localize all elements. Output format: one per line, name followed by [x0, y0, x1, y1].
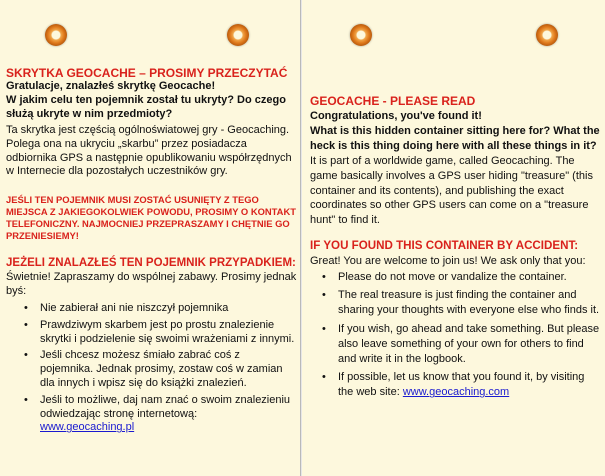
list-item: • Jeśli to możliwe, daj nam znać o swoim znalezieniu odwiedzając stronę internetową: www.geocaching.pl [0, 394, 296, 435]
polish-warning: JEŚLI TEN POJEMNIK MUSI ZOSTAĆ USUNIĘTY Z TEGO MIEJSCA Z JAKIEGOKOLWIEK POWODU, PROSIMY O KONTAKT TELEFONICZNY. NAJMOCNIEJ PRZEPRASZAMY I CHĘTNIE GO PRZENIESIEMY! [6, 194, 296, 241]
list-item: • If you wish, go ahead and take something. But please also leave something of your own for others to find and write it in the logbook. [302, 322, 600, 368]
english-notice-panel [302, 0, 605, 476]
polish-question: W jakim celu ten pojemnik został tu ukryty? Do czego służą ukryte w nim przedmioty? [6, 94, 286, 120]
grommet-hole-icon [45, 24, 67, 46]
grommet-hole-icon [536, 24, 558, 46]
english-title: GEOCACHE - PLEASE READ [310, 94, 476, 108]
list-item: • Jeśli chcesz możesz śmiało zabrać coś z pojemnika. Jednak prosimy, zostaw coś w zamian dla innych i wpisz się do książki znalezień. [0, 349, 296, 390]
polish-title: SKRYTKA GEOCACHE – PROSIMY PRZECZYTAĆ [6, 66, 288, 80]
english-greeting: Congratulations, you've found it! [310, 110, 482, 122]
english-found-intro: Great! You are welcome to join us! We ask only that you: [310, 255, 586, 267]
english-question: What is this hidden container sitting here for? What the heck is this thing doing here with all these things in it? [310, 125, 600, 152]
english-found-heading: IF YOU FOUND THIS CONTAINER BY ACCIDENT: [310, 239, 579, 252]
list-item: • The real treasure is just finding the container and sharing your thoughts with everyone else who finds it. [302, 288, 600, 318]
polish-greeting: Gratulacje, znalazłeś skrytkę Geocache! [6, 80, 216, 92]
polish-notice-panel [0, 0, 301, 476]
list-item: • Nie zabierał ani nie niszczył pojemnika [0, 302, 296, 316]
grommet-hole-icon [227, 24, 249, 46]
english-intro: It is part of a worldwide game, called Geocaching. The game basically involves a GPS user hiding "treasure" (this container and its contents), and publishing the exact coordinates so other GPS users can come on a "treasure hunt" to find it. [310, 155, 593, 227]
polish-intro: Ta skrytka jest częścią ogólnoświatowej gry - Geocaching. Polega ona na ukryciu „skarbu” przez posiadacza odbiornika GPS a następnie opublikowaniu współrzędnych w Internecie dla pozostałych uczestników gry. [6, 124, 292, 178]
polish-found-heading: JEŻELI ZNALAZŁEŚ TEN POJEMNIK PRZYPADKIEM: [6, 257, 296, 269]
geocaching-com-link[interactable]: www.geocaching.com [402, 386, 510, 399]
polish-instructions-list [0, 302, 296, 438]
geocaching-pl-link[interactable]: www.geocaching.pl [40, 421, 135, 434]
list-item: • If possible, let us know that you found it, by visiting the web site: www.geocaching.com [302, 370, 600, 400]
polish-found-intro: Świetnie! Zapraszamy do wspólnej zabawy. Prosimy jednak byś: [6, 271, 297, 297]
grommet-hole-icon [350, 24, 372, 46]
list-item: • Please do not move or vandalize the container. [302, 270, 600, 285]
english-instructions-list [302, 270, 600, 404]
list-item: • Prawdziwym skarbem jest po prostu znalezienie skrytki i podzielenie się swoimi wrażeniami z innymi. [0, 319, 296, 347]
